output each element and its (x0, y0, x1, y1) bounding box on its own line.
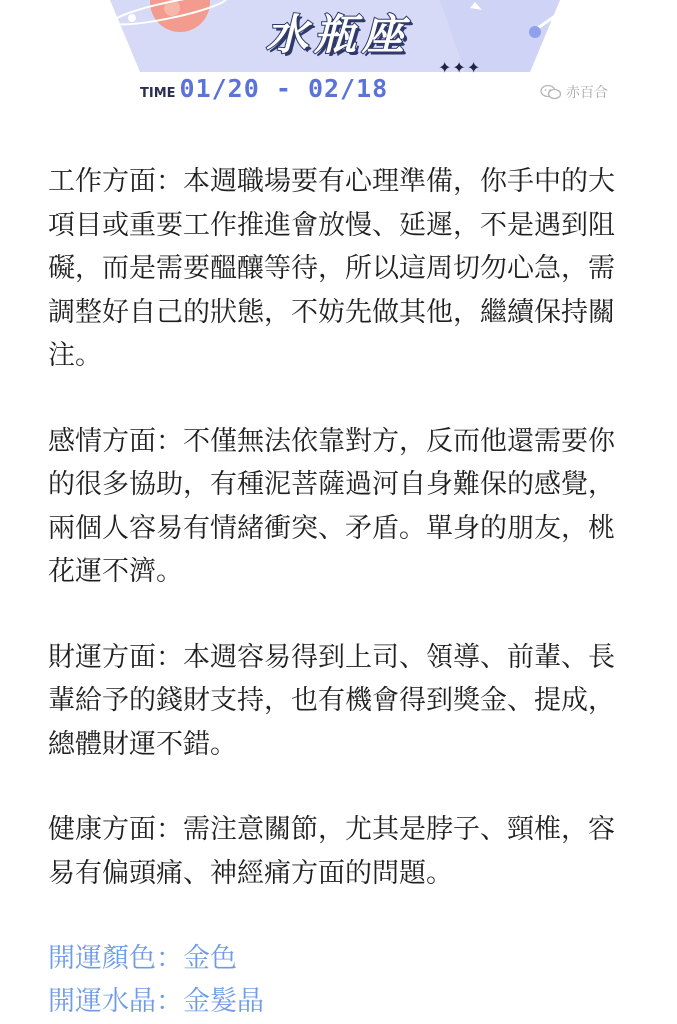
header (0, 0, 677, 120)
page-title: 水瓶座 (265, 10, 410, 59)
lucky-crystal: 開運水晶：金髮晶 (48, 986, 264, 1017)
love-paragraph: 感情方面：不僅無法依靠對方，反而他還需要你的很多協助，有種泥菩薩過河自身難保的感覺，兩個人容易有情緒衝突、矛盾。單身的朋友，桃花運不濟。 (48, 425, 615, 587)
date-range: 01/20 - 02/18 (179, 74, 389, 103)
health-paragraph: 健康方面：需注意關節，尤其是脖子、頸椎，容易有偏頭痛、神經痛方面的問題。 (48, 814, 615, 889)
lucky-color: 開運顏色：金色 (48, 943, 237, 974)
date-range-row (140, 74, 388, 106)
stars-decoration: ✦✦✦ (438, 58, 482, 77)
time-label: TIME (140, 86, 176, 101)
wechat-icon (540, 84, 562, 100)
work-paragraph: 工作方面：本週職場要有心理準備，你手中的大項目或重要工作推進會放慢、延遲，不是遇到阻礙，而是需要醞釀等待，所以這周切勿心急，需調整好自己的狀態，不妨先做其他，繼續保持關注。 (48, 166, 615, 371)
article-body (48, 160, 633, 1023)
wealth-paragraph: 財運方面：本週容易得到上司、領導、前輩、長輩給予的錢財支持，也有機會得到獎金、提成，總體財運不錯。 (48, 641, 615, 760)
watermark (540, 82, 608, 102)
watermark-text: 赤百合 (566, 85, 608, 101)
